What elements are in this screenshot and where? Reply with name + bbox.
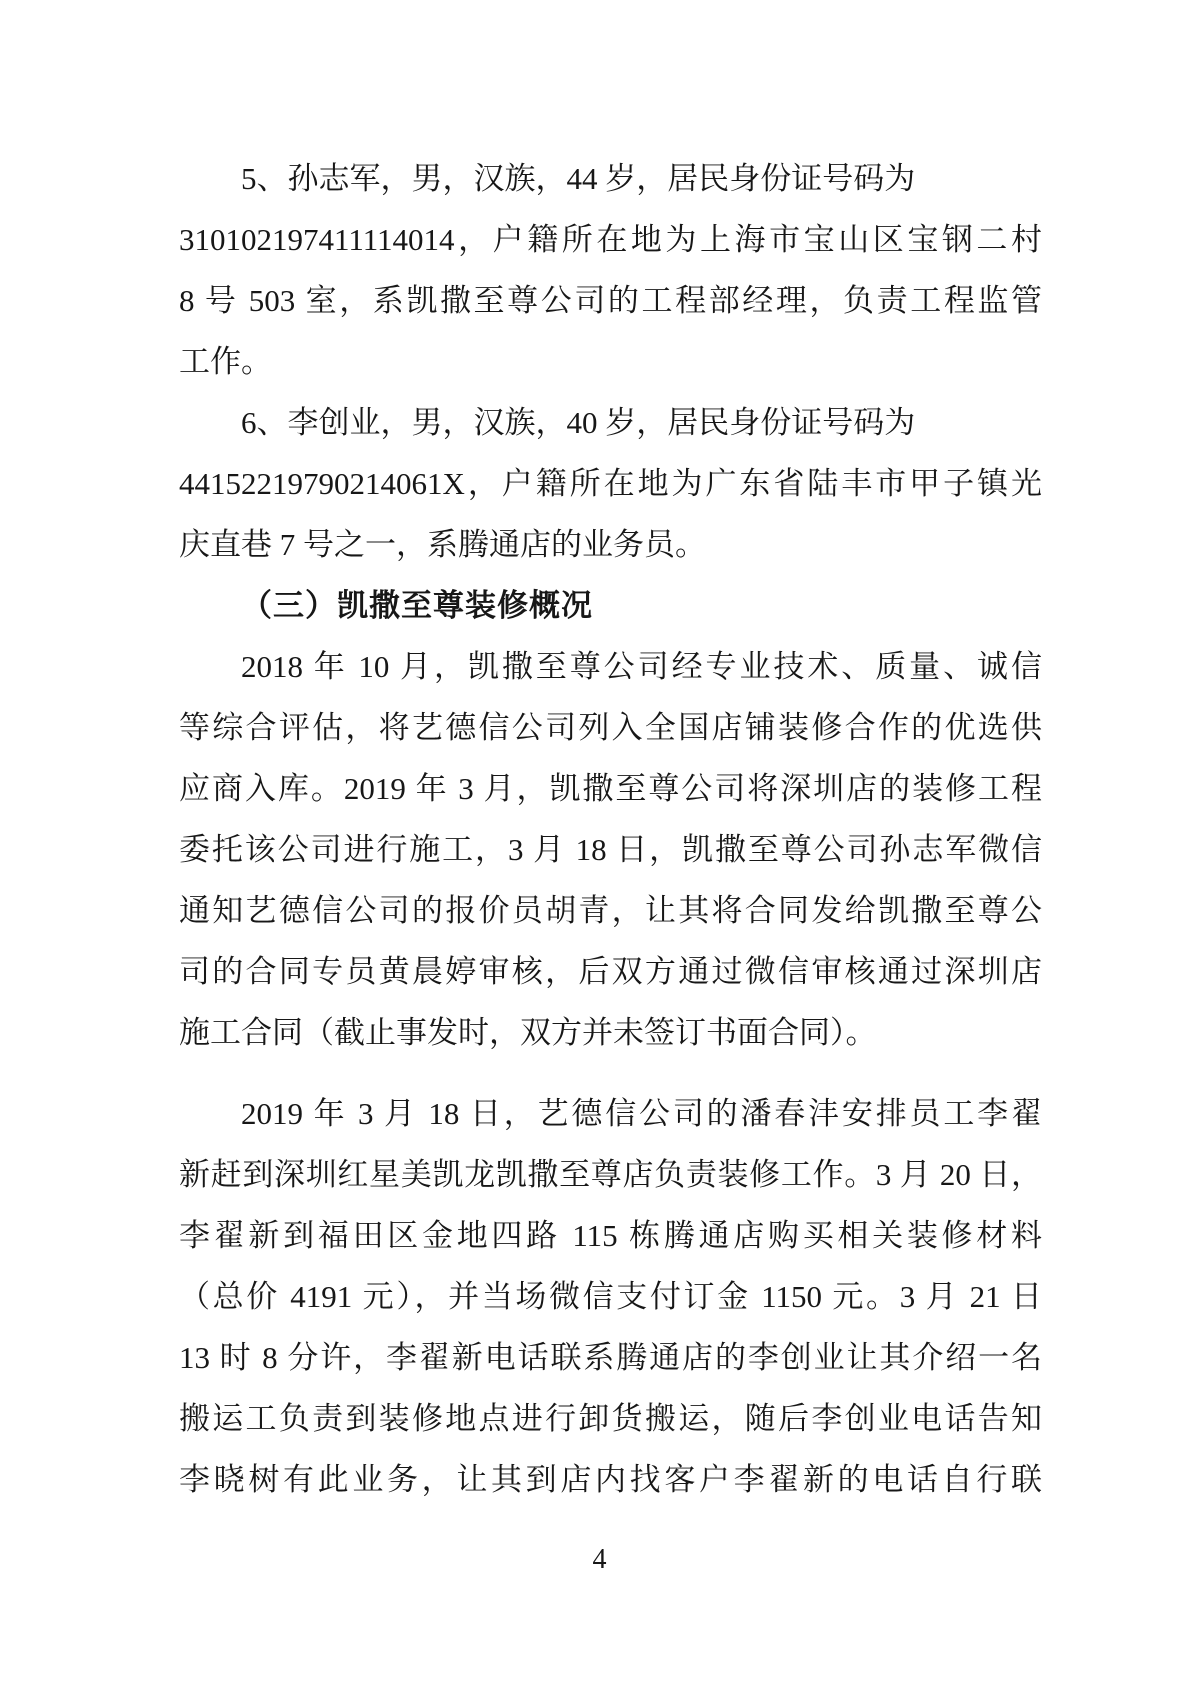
paragraph-defendant-5 bbox=[179, 148, 1042, 392]
text-line: 李晓树有此业务，让其到店内找客户李翟新的电话自行联 bbox=[179, 1462, 1042, 1497]
text-line: 13 时 8 分许，李翟新电话联系腾通店的李创业让其介绍一名 bbox=[179, 1340, 1042, 1375]
paragraph-renovation-overview bbox=[179, 636, 1042, 1063]
text-line: 8 号 503 室，系凯撒至尊公司的工程部经理，负责工程监管 bbox=[179, 283, 1042, 318]
text-line: 310102197411114014，户籍所在地为上海市宝山区宝钢二村 bbox=[179, 222, 1042, 257]
text-line: （总价 4191 元），并当场微信支付订金 1150 元。3 月 21 日 bbox=[179, 1279, 1042, 1314]
page-number: 4 bbox=[592, 1544, 607, 1575]
text-line: 李翟新到福田区金地四路 115 栋腾通店购买相关装修材料 bbox=[179, 1218, 1042, 1253]
text-line: 2019 年 3 月 18 日，艺德信公司的潘春沣安排员工李翟 bbox=[241, 1096, 1042, 1131]
text-line: （三）凯撒至尊装修概况 bbox=[241, 588, 593, 623]
text-line: 6、李创业，男，汉族，40 岁，居民身份证号码为 bbox=[241, 405, 916, 440]
text-line: 施工合同（截止事发时，双方并未签订书面合同）。 bbox=[179, 1015, 877, 1050]
text-line: 委托该公司进行施工，3 月 18 日，凯撒至尊公司孙志军微信 bbox=[179, 832, 1042, 867]
text-line: 44152219790214061X，户籍所在地为广东省陆丰市甲子镇光 bbox=[179, 466, 1042, 501]
text-line: 通知艺德信公司的报价员胡青，让其将合同发给凯撒至尊公 bbox=[179, 893, 1042, 928]
section-heading-3 bbox=[179, 575, 1042, 636]
text-line: 庆直巷 7 号之一，系腾通店的业务员。 bbox=[179, 527, 706, 562]
text-line: 5、孙志军，男，汉族，44 岁，居民身份证号码为 bbox=[241, 161, 916, 196]
text-line: 搬运工负责到装修地点进行卸货搬运，随后李创业电话告知 bbox=[179, 1401, 1042, 1436]
text-line: 等综合评估，将艺德信公司列入全国店铺装修合作的优选供 bbox=[179, 710, 1042, 745]
text-line: 2018 年 10 月，凯撒至尊公司经专业技术、质量、诚信 bbox=[241, 649, 1042, 684]
text-line: 新赶到深圳红星美凯龙凯撒至尊店负责装修工作。3 月 20 日， bbox=[179, 1157, 1042, 1192]
paragraph-march-events bbox=[179, 1083, 1042, 1510]
text-line: 应商入库。2019 年 3 月，凯撒至尊公司将深圳店的装修工程 bbox=[179, 771, 1042, 806]
text-line: 司的合同专员黄晨婷审核，后双方通过微信审核通过深圳店 bbox=[179, 954, 1042, 989]
text-line: 工作。 bbox=[179, 344, 272, 379]
document-body bbox=[179, 148, 1042, 1510]
paragraph-defendant-6 bbox=[179, 392, 1042, 575]
